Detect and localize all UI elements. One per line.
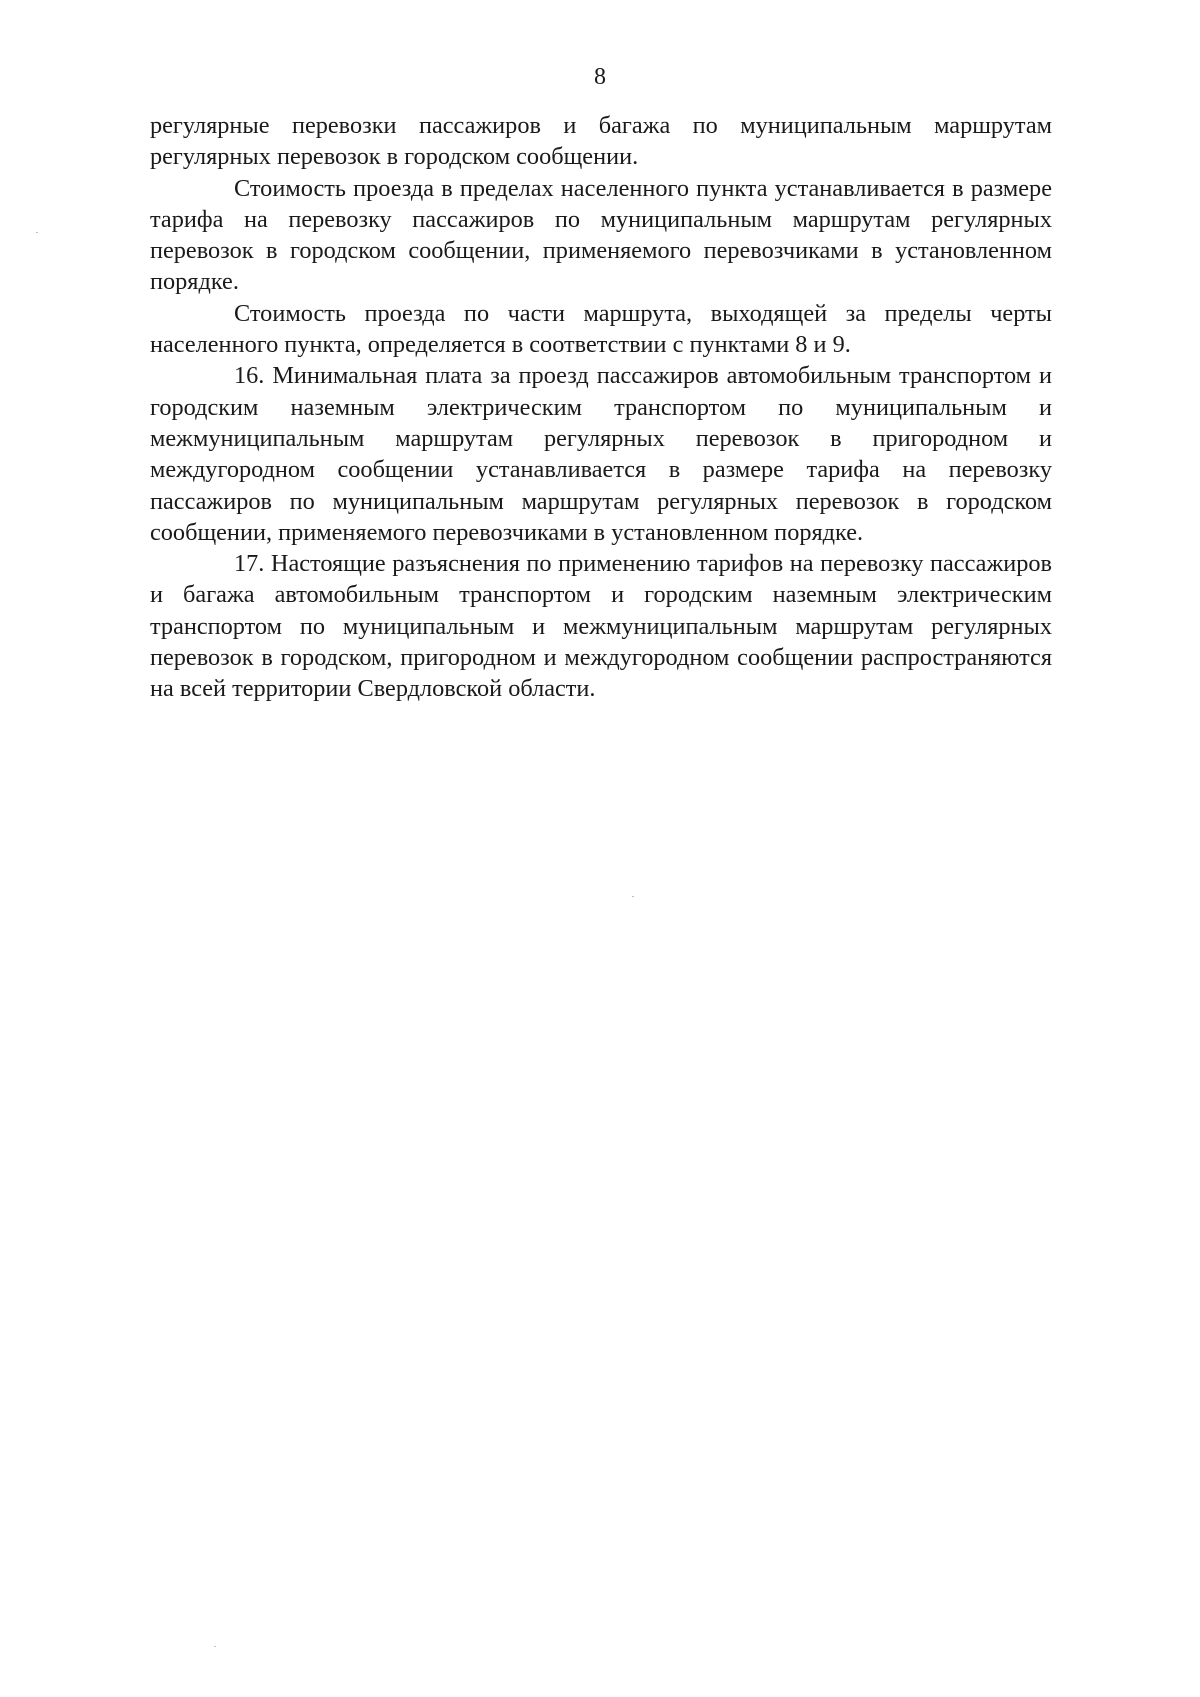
scan-speck bbox=[632, 896, 634, 897]
page-number: 8 bbox=[594, 64, 606, 90]
scan-speck bbox=[214, 1646, 216, 1647]
document-body bbox=[150, 110, 1052, 705]
paragraph-price-outside-settlement: Стоимость проезда по части маршрута, выходящей за пределы черты населенного пункта, определяется в соответствии с пунктами 8 и 9. bbox=[150, 299, 1052, 359]
paragraph-item-16: 16. Минимальная плата за проезд пассажиров автомобильным транспортом и городским наземным электрическим транспортом по муниципальным и межмуниципальным маршрутам регулярных перевозок в пригородном и междугородном сообщении устанавливается в размере тарифа на перевозку пассажиров по муниципальным маршрутам регулярных перевозок в городском сообщении, применяемого перевозчиками в установленном порядке. bbox=[150, 362, 1052, 546]
paragraph-item-17: 17. Настоящие разъяснения по применению тарифов на перевозку пассажиров и багажа автомобильным транспортом и городским наземным электрическим транспортом по муниципальным и межмуниципальным маршрутам регулярных перевозок в городском, пригородном и междугородном сообщении распространяются на всей территории Свердловской области. bbox=[150, 550, 1052, 703]
paragraph-price-within-settlement: Стоимость проезда в пределах населенного пункта устанавливается в размере тарифа на перевозку пассажиров по муниципальным маршрутам регулярных перевозок в городском сообщении, применяемого перевозчиками в установленном порядке. bbox=[150, 174, 1052, 296]
paragraph-continued: регулярные перевозки пассажиров и багажа по муниципальным маршрутам регулярных перевозок в городском сообщении. bbox=[150, 112, 1052, 171]
scan-speck bbox=[36, 232, 38, 233]
